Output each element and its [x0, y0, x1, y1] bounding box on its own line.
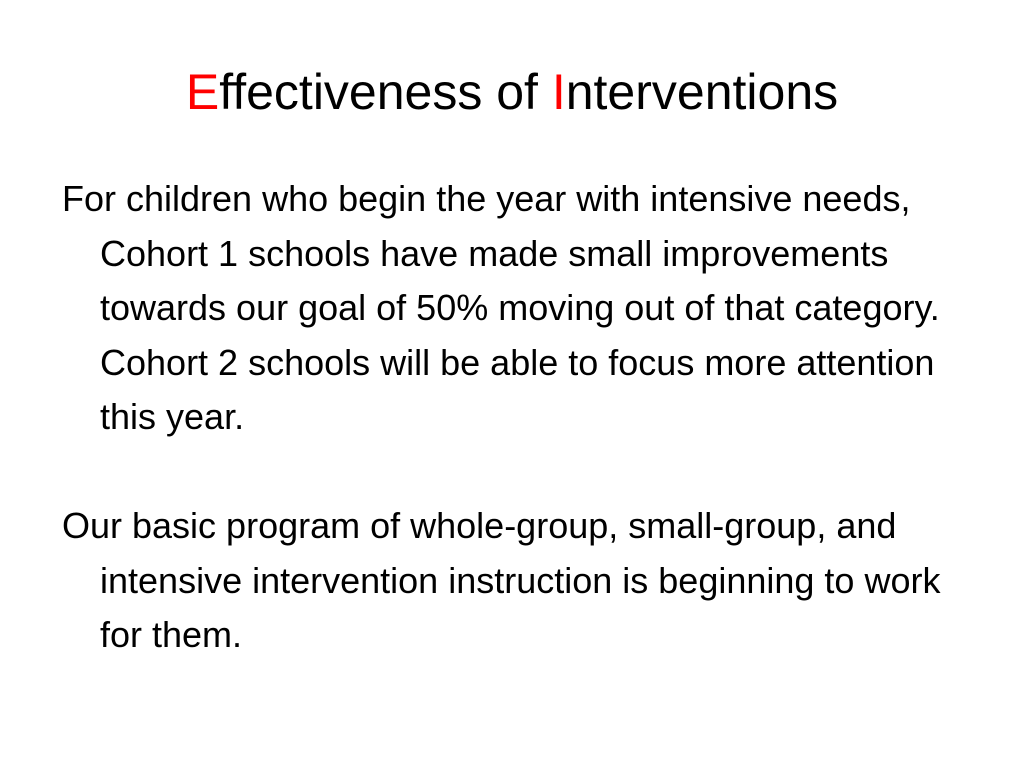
slide-title	[0, 62, 1024, 122]
title-initial-i: I	[551, 64, 566, 120]
title-text-part-2: nterventions	[565, 64, 839, 120]
paragraph-basic-program: Our basic program of whole-group, small-group, and intensive intervention instruction is beginning to work for them.	[62, 505, 941, 655]
paragraph-intensive-needs: For children who begin the year with intensive needs, Cohort 1 schools have made small improvements towards our goal of 50% moving out of that category. Cohort 2 schools will be able to focus more attention this year.	[62, 178, 940, 437]
title-initial-e: E	[185, 64, 220, 120]
title-text-part-1: ffectiveness of	[219, 64, 552, 120]
slide-body	[62, 172, 962, 663]
